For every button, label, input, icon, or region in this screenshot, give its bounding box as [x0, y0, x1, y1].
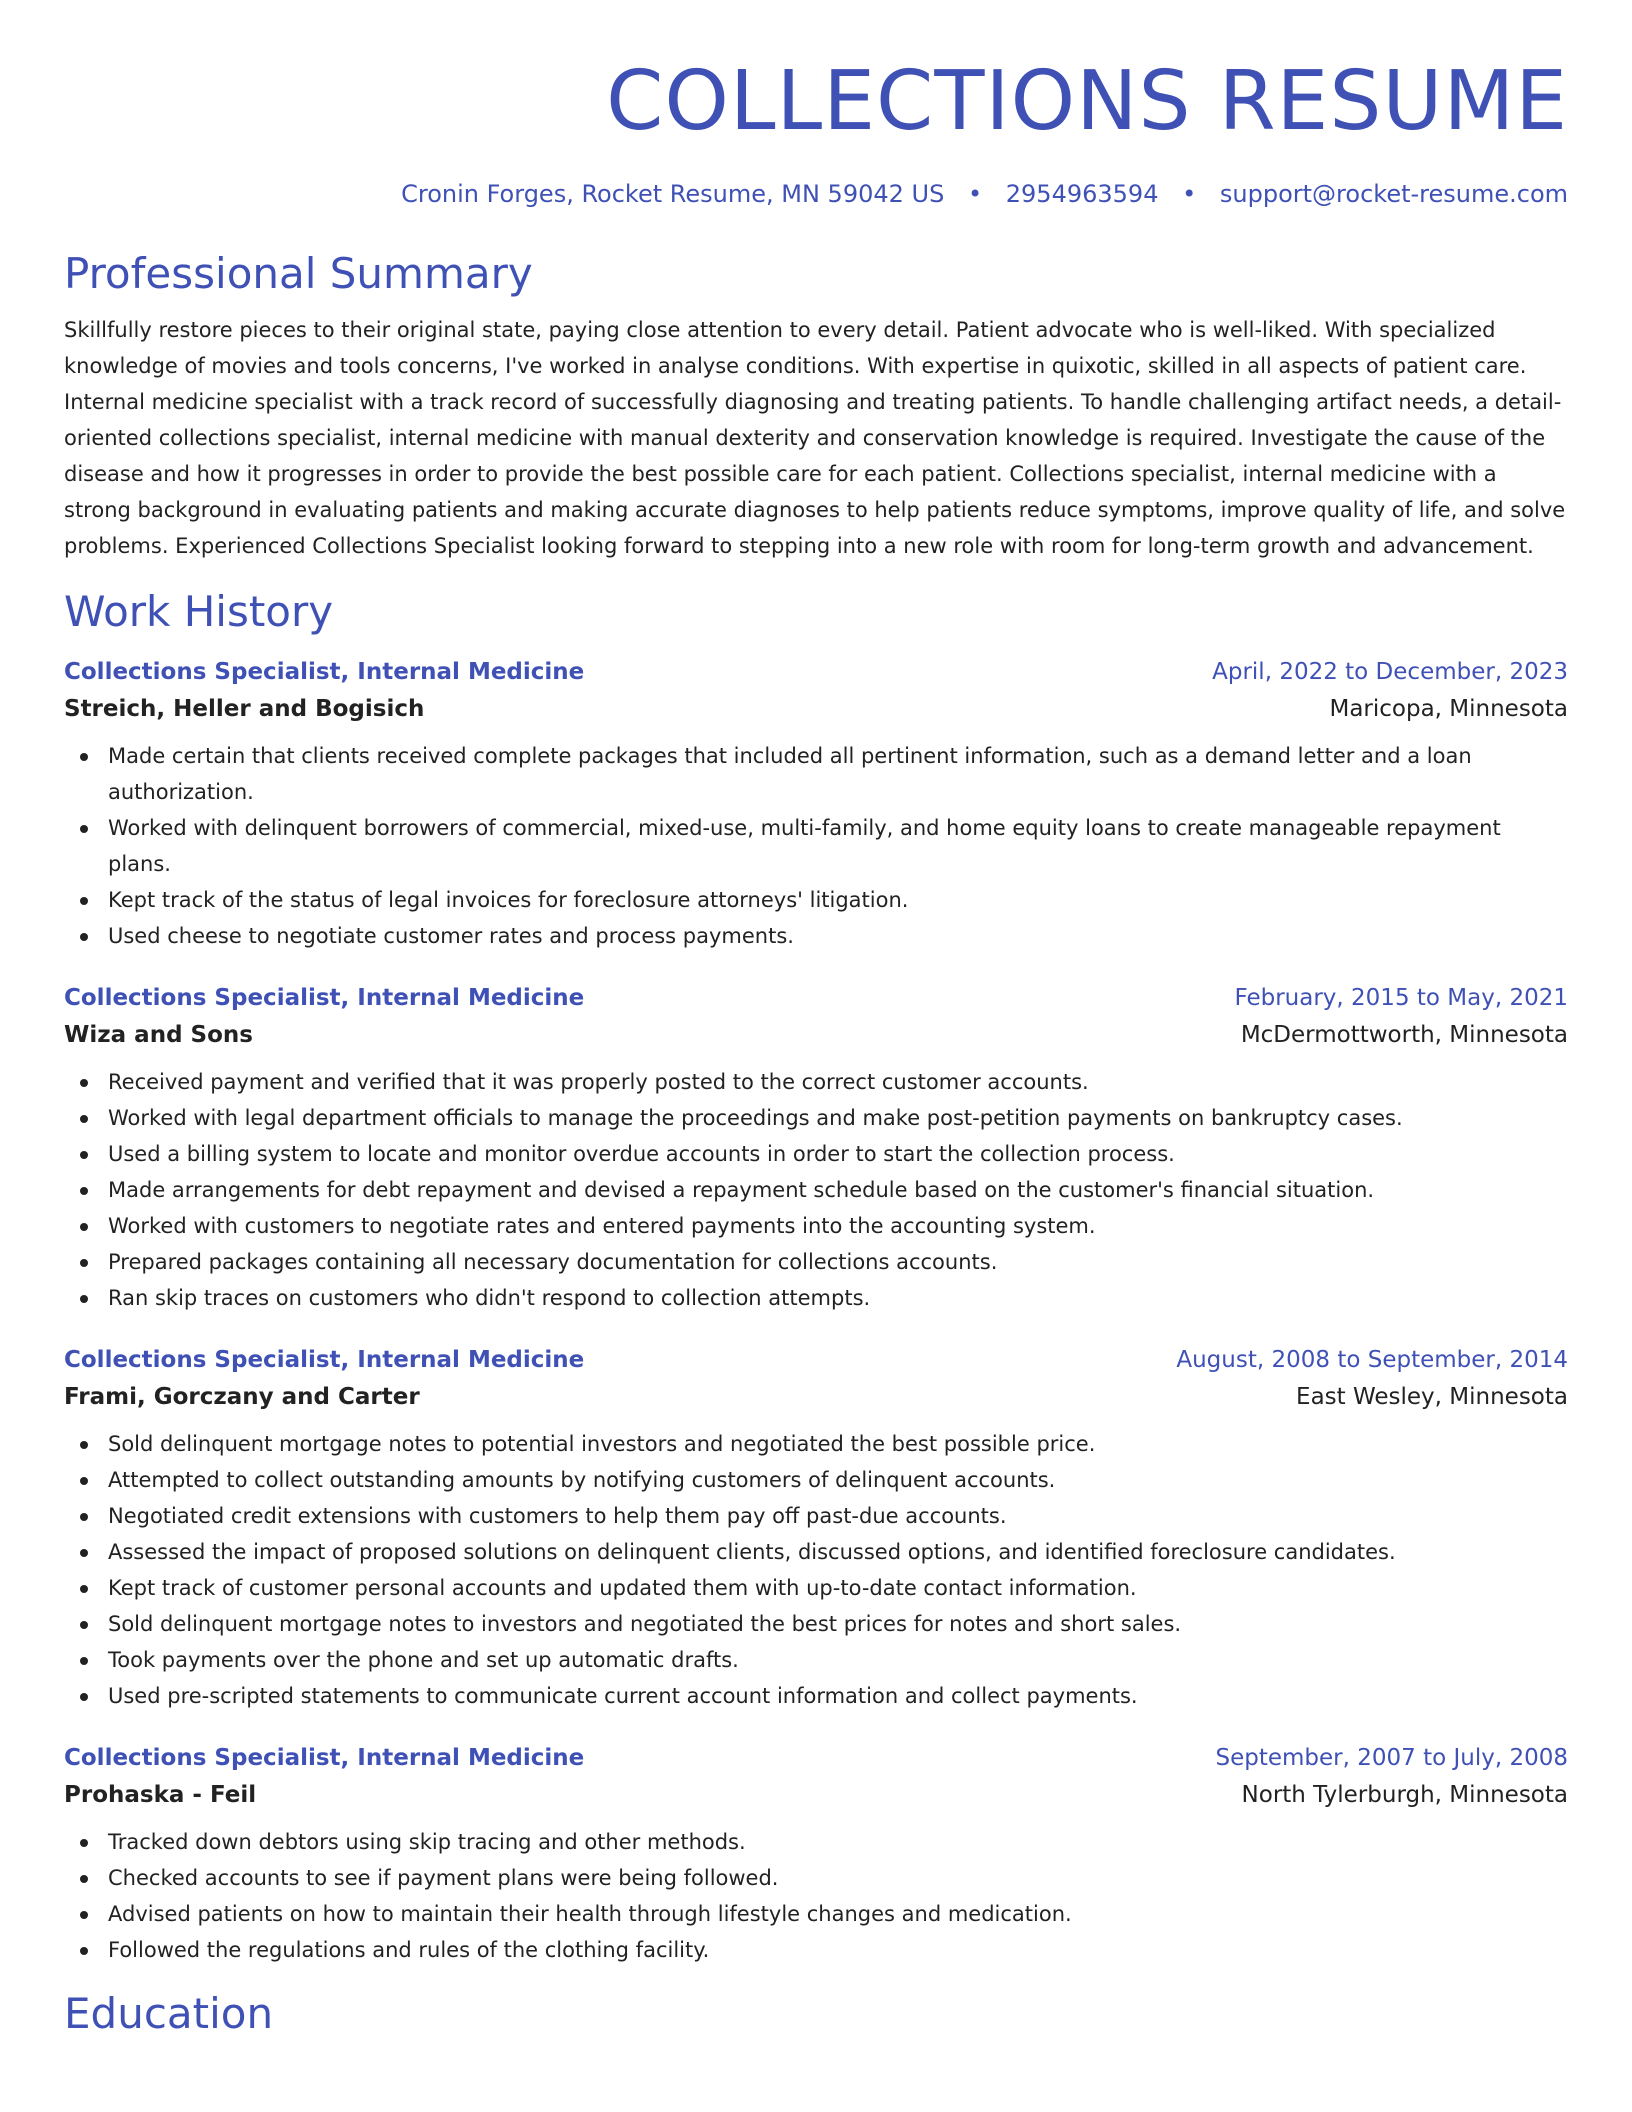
job-bullet: Took payments over the phone and set up automatic drafts. — [108, 1642, 1568, 1678]
job-dates: August, 2008 to September, 2014 — [1176, 1347, 1568, 1373]
job-bullet: Used pre-scripted statements to communicate current account information and collect payments. — [108, 1678, 1568, 1714]
job-bullet: Made arrangements for debt repayment and devised a repayment schedule based on the customer's financial situation. — [108, 1172, 1568, 1208]
job-bullet: Ran skip traces on customers who didn't respond to collection attempts. — [108, 1280, 1568, 1316]
job-company: Wiza and Sons — [64, 1022, 253, 1048]
job-bullet: Followed the regulations and rules of the clothing facility. — [108, 1932, 1568, 1968]
job-role: Collections Specialist, Internal Medicine — [64, 985, 585, 1011]
job-bullets — [64, 1064, 1568, 1316]
work-history-heading: Work History — [64, 587, 334, 636]
job-location: East Wesley, Minnesota — [1296, 1384, 1568, 1410]
job-bullet: Kept track of customer personal accounts and updated them with up-to-date contact information. — [108, 1570, 1568, 1606]
job-role: Collections Specialist, Internal Medicine — [64, 1347, 585, 1373]
job-bullet: Used a billing system to locate and monitor overdue accounts in order to start the collection process. — [108, 1136, 1568, 1172]
summary-text: Skillfully restore pieces to their original state, paying close attention to every detail. Patient advocate who is well-liked. With specialized knowledge of movies and tools concerns, I've worked in analyse conditions. With expertise in quixotic, skilled in all aspects of patient care. Internal medicine specialist with a track record of successfully diagnosing and treating patients. To handle challenging artifact needs, a detail-oriented collections specialist, internal medicine with manual dexterity and conservation knowledge is required. Investigate the cause of the disease and how it progresses in order to provide the best possible care for each patient. Collections specialist, internal medicine with a strong background in evaluating patients and making accurate diagnoses to help patients reduce symptoms, improve quality of life, and solve problems. Experienced Collections Specialist looking forward to stepping into a new role with room for long-term growth and advancement. — [64, 318, 1566, 558]
job-bullets — [64, 1426, 1568, 1714]
job-company: Prohaska - Feil — [64, 1782, 257, 1808]
contact-phone: 2954963594 — [1005, 180, 1159, 208]
job-bullet: Kept track of the status of legal invoices for foreclosure attorneys' litigation. — [108, 882, 1568, 918]
summary-heading: Professional Summary — [64, 249, 533, 298]
job-bullet: Prepared packages containing all necessary documentation for collections accounts. — [108, 1244, 1568, 1280]
contact-line — [64, 178, 1568, 210]
job-bullet: Sold delinquent mortgage notes to potential investors and negotiated the best possible price. — [108, 1426, 1568, 1462]
job-dates: February, 2015 to May, 2021 — [1234, 985, 1568, 1011]
contact-separator: • — [967, 180, 983, 208]
job-location: Maricopa, Minnesota — [1329, 696, 1568, 722]
job-bullet: Worked with legal department officials to manage the proceedings and make post-petition payments on bankruptcy cases. — [108, 1100, 1568, 1136]
job-bullet: Worked with delinquent borrowers of commercial, mixed-use, multi-family, and home equity loans to create manageable repayment plans. — [108, 810, 1568, 882]
job-bullet: Tracked down debtors using skip tracing and other methods. — [108, 1824, 1568, 1860]
job-bullet: Used cheese to negotiate customer rates and process payments. — [108, 918, 1568, 954]
contact-address: Cronin Forges, Rocket Resume, MN 59042 US — [401, 180, 945, 208]
job-role: Collections Specialist, Internal Medicine — [64, 1745, 585, 1771]
job-bullet: Assessed the impact of proposed solutions on delinquent clients, discussed options, and identified foreclosure candidates. — [108, 1534, 1568, 1570]
contact-separator: • — [1182, 180, 1197, 208]
job-bullet: Made certain that clients received complete packages that included all pertinent information, such as a demand letter and a loan authorization. — [108, 738, 1568, 810]
job-bullets — [64, 1824, 1568, 1968]
job-dates: April, 2022 to December, 2023 — [1212, 659, 1568, 685]
contact-email: support@rocket-resume.com — [1219, 180, 1568, 208]
job-entry — [64, 654, 1568, 954]
job-location: North Tylerburgh, Minnesota — [1241, 1782, 1568, 1808]
job-bullet: Negotiated credit extensions with customers to help them pay off past-due accounts. — [108, 1498, 1568, 1534]
job-dates: September, 2007 to July, 2008 — [1215, 1745, 1568, 1771]
job-entry — [64, 1740, 1568, 1968]
job-bullet: Sold delinquent mortgage notes to investors and negotiated the best prices for notes and short sales. — [108, 1606, 1568, 1642]
resume-page — [64, 0, 1568, 2042]
resume-title: COLLECTIONS RESUME — [606, 54, 1568, 149]
job-bullet: Checked accounts to see if payment plans were being followed. — [108, 1860, 1568, 1896]
job-bullet: Advised patients on how to maintain their health through lifestyle changes and medication. — [108, 1896, 1568, 1932]
job-location: McDermottworth, Minnesota — [1240, 1022, 1568, 1048]
job-bullets — [64, 738, 1568, 954]
job-company: Frami, Gorczany and Carter — [64, 1384, 420, 1410]
job-entry — [64, 1342, 1568, 1714]
education-heading: Education — [64, 1989, 274, 2038]
job-role: Collections Specialist, Internal Medicine — [64, 659, 585, 685]
job-bullet: Worked with customers to negotiate rates and entered payments into the accounting system. — [108, 1208, 1568, 1244]
job-bullet: Attempted to collect outstanding amounts by notifying customers of delinquent accounts. — [108, 1462, 1568, 1498]
job-company: Streich, Heller and Bogisich — [64, 696, 425, 722]
job-entry — [64, 980, 1568, 1316]
job-bullet: Received payment and verified that it was properly posted to the correct customer accounts. — [108, 1064, 1568, 1100]
